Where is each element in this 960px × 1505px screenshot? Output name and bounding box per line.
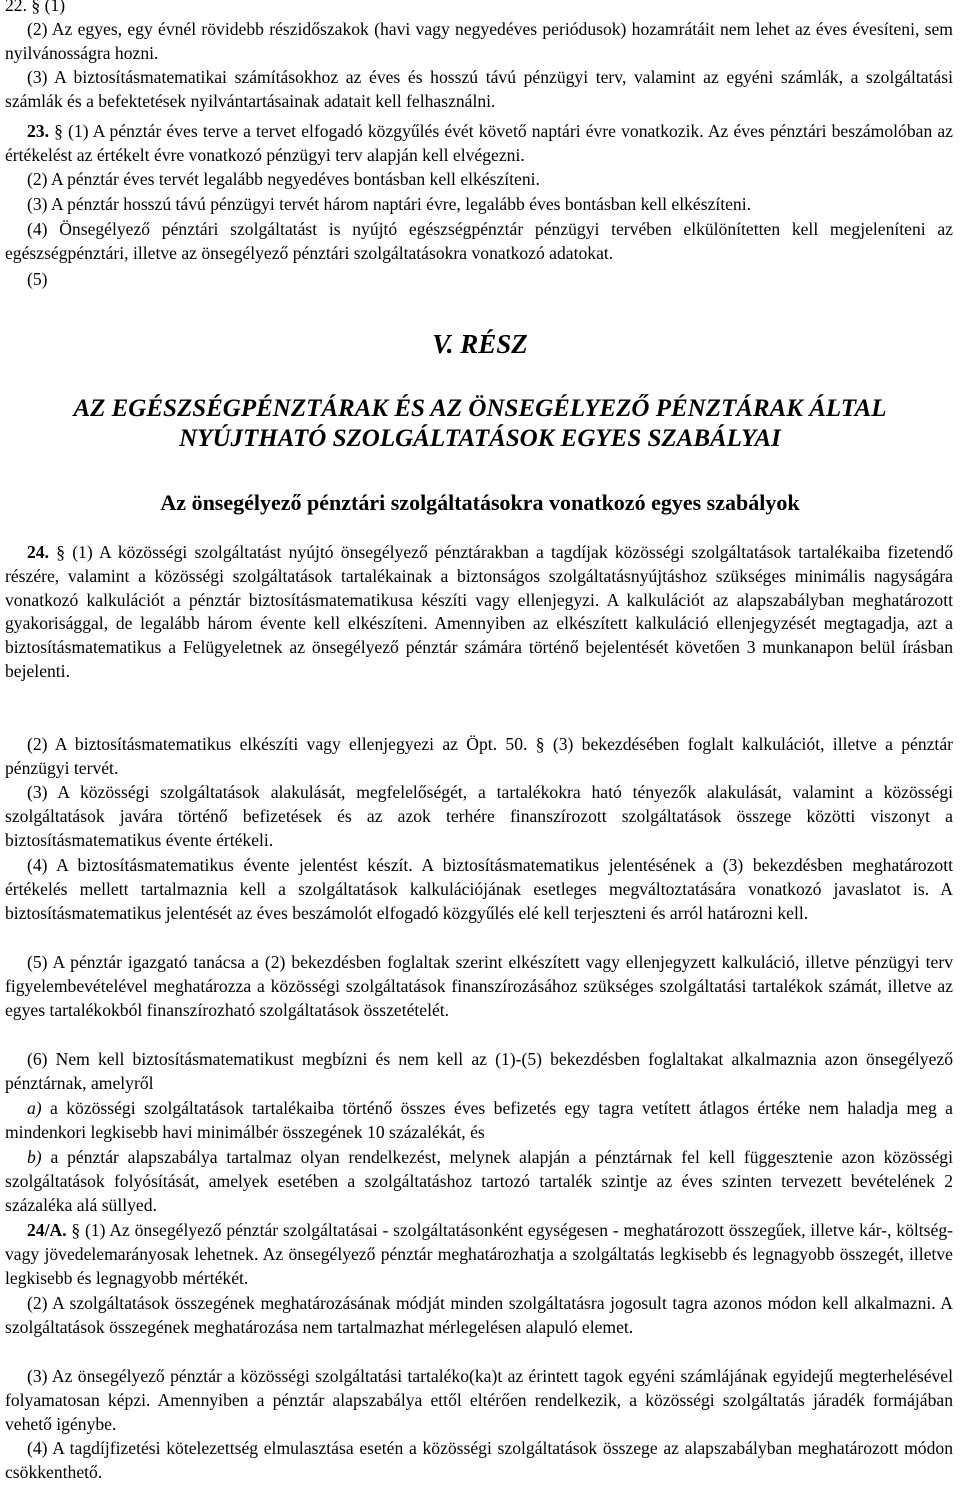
section-24-para-2-text: (2) A biztosításmatematikus elkészíti vagy ellenjegyezi az Öpt. 50. § (3) bekezdésében foglalt kalkulációt, illetve a pénztár pénzügyi tervét. xyxy=(5,734,953,778)
section-24-point-a xyxy=(5,1097,953,1145)
section-22-heading xyxy=(5,0,953,18)
section-23-para-3 xyxy=(5,193,953,217)
section-23-para-4 xyxy=(5,218,953,266)
section-24-para-4-text: (4) A biztosításmatematikus évente jelentést készít. A biztosításmatematikus jelentésének a (3) bekezdésben meghatározott értékelés mellett tartalmaznia kell a szolgáltatások kalkulációjának esetleges megváltoztatására vonatkozó javaslatot is. A biztosításmatematikus jelentését az éves beszámolót elfogadó közgyűlés elé kell terjeszteni és arról határozni kell. xyxy=(5,855,953,923)
section-24-para-4 xyxy=(5,854,953,925)
section-22-label: 22. § (1) xyxy=(5,0,66,15)
part-title-line-2: NYÚJTHATÓ SZOLGÁLTATÁSOK EGYES SZABÁLYAI xyxy=(179,425,781,452)
section-23-para-1 xyxy=(5,120,953,168)
section-24-para-6 xyxy=(5,1048,953,1096)
section-22-para-3 xyxy=(5,66,953,114)
section-24a-para-4-text: (4) A tagdíjfizetési kötelezettség elmulasztása esetén a közösségi szolgáltatások összege az alapszabályban meghatározott módon csökkenthető. xyxy=(5,1438,953,1482)
section-24a-para-1-text: § (1) Az önsegélyező pénztár szolgáltatásai - szolgáltatásonként egységesen - meghatározott összegűek, illetve kár-, költség- vagy jövedelemarányosak lehetnek. Az önsegélyező pénztár meghatározhatja a szolgáltatás legkisebb és legnagyobb összegét, illetve legkisebb és legnagyobb mértékét. xyxy=(5,1220,953,1288)
point-a-label: a) xyxy=(27,1098,42,1118)
section-23-para-2-text: (2) A pénztár éves tervét legalább negyedéves bontásban kell elkészíteni. xyxy=(27,169,540,189)
section-23-number: 23. xyxy=(27,121,49,141)
section-23-para-5 xyxy=(5,268,953,292)
section-24-para-6-text: (6) Nem kell biztosításmatematikust megbízni és nem kell az (1)-(5) bekezdésben foglaltakat alkalmaznia azon önsegélyező pénztárnak, amelyről xyxy=(5,1049,953,1093)
part-title-line-1: AZ EGÉSZSÉGPÉNZTÁRAK ÉS AZ ÖNSEGÉLYEZŐ PÉNZTÁRAK ÁLTAL xyxy=(73,395,887,422)
section-23-para-2 xyxy=(5,168,953,192)
point-a-text: a közösségi szolgáltatások tartalékaiba történő összes éves befizetés egy tagra vetített átlagos értéke nem haladja meg a mindenkori legkisebb havi minimálbér összegének 10 százalékát, és xyxy=(5,1098,953,1142)
section-24a-para-4 xyxy=(5,1437,953,1485)
section-23-para-1-text: § (1) A pénztár éves terve a tervet elfogadó közgyűlés évét követő naptári évre vonatkozik. Az éves pénztári beszámolóban az értékelést az értékelt évre vonatkozó pénzügyi terv alapján kell elvégezni. xyxy=(5,121,953,165)
section-24-para-5 xyxy=(5,951,953,1022)
section-24-para-3 xyxy=(5,781,953,852)
section-22-para-2 xyxy=(5,18,953,66)
section-24-number: 24. xyxy=(27,542,49,562)
section-24a-para-2 xyxy=(5,1292,953,1340)
part-heading: V. RÉSZ xyxy=(432,329,528,359)
section-24a-para-3-text: (3) Az önsegélyező pénztár a közösségi szolgáltatási tartaléko(ka)t az érintett tagok egyéni számlájának egyidejű megterhelésével folyamatosan képzi. Amennyiben a pénztár alapszabálya ettől eltérően rendelkezik, a közösségi szolgáltatás járadék formájában vehető igénybe. xyxy=(5,1366,953,1434)
section-24a-para-2-text: (2) A szolgáltatások összegének meghatározásának módját minden szolgáltatásra jogosult tagra azonos módon kell alkalmazni. A szolgáltatások összegének meghatározása nem tartalmazhat mérlegelésen alapuló elemet. xyxy=(5,1293,953,1337)
section-24-para-2 xyxy=(5,733,953,781)
part-title xyxy=(0,394,960,454)
section-22-para-2-text: (2) Az egyes, egy évnél rövidebb részidőszakok (havi vagy negyedéves periódusok) hozamrátáit nem lehet az éves évesíteni, sem nyilvánosságra hozni. xyxy=(5,19,953,63)
point-b-text: a pénztár alapszabálya tartalmaz olyan rendelkezést, melynek alapján a pénztárnak fel kell függesztenie azon közösségi szolgáltatások folyósítását, amelyek esetében a szolgáltatáshoz tartozó tartalék szintje az éves szinten tervezett bevételének 2 százaléka alá süllyed. xyxy=(5,1147,953,1215)
section-24a-para-3 xyxy=(5,1365,953,1436)
section-24-para-5-text: (5) A pénztár igazgató tanácsa a (2) bekezdésben foglaltak szerint elkészített vagy ellenjegyzett kalkuláció, illetve pénzügyi terv figyelembevételével meghatározza a közösségi szolgáltatások finanszírozásához szükséges szolgáltatási tartalékok számát, illetve az egyes tartalékokból finanszírozható szolgáltatások összetételét. xyxy=(5,952,953,1020)
section-23-para-4-text: (4) Önsegélyező pénztári szolgáltatást is nyújtó egészségpénztár pénzügyi tervében elkülönítetten kell megjeleníteni az egészségpénztári, illetve az önsegélyező pénztári szolgáltatásokra vonatkozó adatokat. xyxy=(5,219,953,263)
section-24-point-b xyxy=(5,1146,953,1217)
section-24a-para-1 xyxy=(5,1219,953,1290)
section-23-para-5-text: (5) xyxy=(27,269,48,289)
section-22-para-3-text: (3) A biztosításmatematikai számításokhoz az éves és hosszú távú pénzügyi terv, valamint az egyéni számlák, a szolgáltatási számlák és a befektetések nyilvántartásainak adatait kell felhasználni. xyxy=(5,67,953,111)
point-b-label: b) xyxy=(27,1147,42,1167)
section-24-para-1-text: § (1) A közösségi szolgáltatást nyújtó önsegélyező pénztárakban a tagdíjak közösségi szolgáltatások tartalékaiba fizetendő részére, valamint a közösségi szolgáltatások tartalékainak a biztonságos szolgáltatásnyújtáshoz szükséges minimális nagyságára vonatkozó kalkulációt a pénztár biztosításmatematikusa készíti vagy ellenjegyzi. A kalkulációt az alapszabályban meghatározott gyakorisággal, de legalább három évente kell elkészíteni. Amennyiben az elkészített kalkuláció ellenjegyzését megtagadja, azt a biztosításmatematikus a Felügyeletnek az önsegélyező pénztár számára történő bejelentését követően 3 munkanapon belül írásban bejelenti. xyxy=(5,542,953,681)
section-24a-number: 24/A. xyxy=(27,1220,67,1240)
chapter-subtitle: Az önsegélyező pénztári szolgáltatásokra vonatkozó egyes szabályok xyxy=(160,490,800,515)
section-24-para-3-text: (3) A közösségi szolgáltatások alakulását, megfelelőségét, a tartalékokra ható tényezők alakulását, valamint a közösségi szolgáltatások javára történő befizetések és az azok terhére finanszírozott szolgáltatások összege közötti viszonyt a biztosításmatematikus évente értékeli. xyxy=(5,782,953,850)
section-24-para-1 xyxy=(5,541,953,684)
section-23-para-3-text: (3) A pénztár hosszú távú pénzügyi tervét három naptári évre, legalább éves bontásban kell elkészíteni. xyxy=(27,194,752,214)
